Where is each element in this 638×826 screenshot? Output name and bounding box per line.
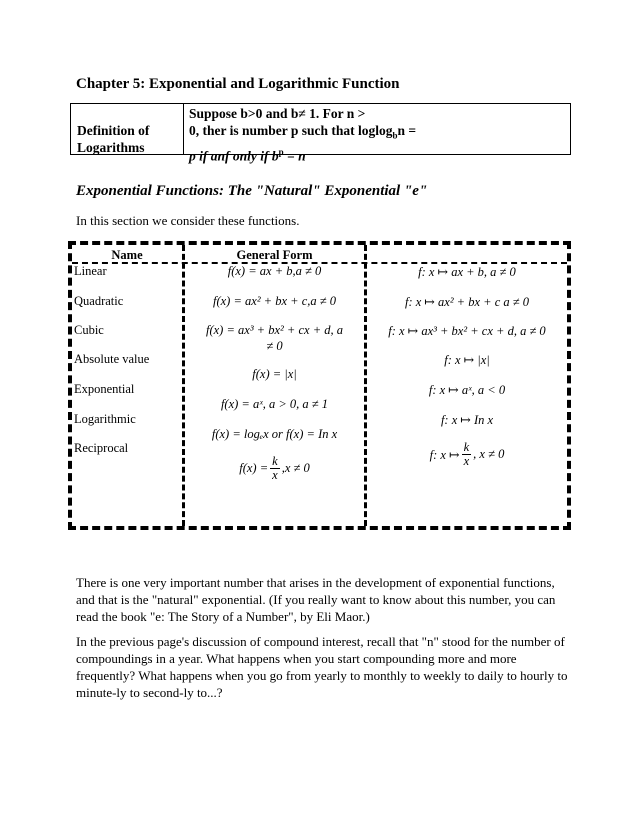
map-reciprocal xyxy=(367,441,567,468)
map-linear: f: x ↦ ax + b, a ≠ 0 xyxy=(418,265,516,279)
paragraph-compound-interest: In the previous page's discussion of compound interest, recall that "n" stood for the number of compoundings in a year. What happens when you start compounding more and more frequently? What happens when you go from yearly to monthly to weekly to daily to hourly to minute-ly to second-ly to...? xyxy=(76,634,568,700)
map-absolute: f: x ↦ |x| xyxy=(444,353,490,367)
row-name-cubic: Cubic xyxy=(74,323,104,337)
form-quadratic: f(x) = ax² + bx + c,a ≠ 0 xyxy=(212,294,337,308)
map-reciprocal-den: x xyxy=(463,454,470,468)
row-name-quadratic: Quadratic xyxy=(74,294,124,308)
map-reciprocal-left: f: x ↦ xyxy=(429,447,460,462)
definition-table xyxy=(70,103,571,164)
map-quadratic: f: x ↦ ax² + bx + c a ≠ 0 xyxy=(404,295,530,309)
definition-line1: Suppose b>0 and b≠ 1. For n > xyxy=(189,106,366,121)
form-exponential: f(x) = aˣ, a > 0, a ≠ 1 xyxy=(220,397,329,411)
row-name-exponential: Exponential xyxy=(74,382,135,396)
definition-line3-end: = n xyxy=(283,148,306,164)
definition-line2-end: n = xyxy=(397,122,417,138)
form-reciprocal-fraction xyxy=(270,455,280,482)
header-name: Name xyxy=(111,248,143,262)
form-reciprocal-den: x xyxy=(272,468,278,482)
form-cubic-line2: ≠ 0 xyxy=(266,339,283,353)
definition-line3-sup: p xyxy=(278,146,284,157)
form-reciprocal-right: ,x ≠ 0 xyxy=(281,461,310,475)
row-name-absolute: Absolute value xyxy=(74,352,150,366)
form-reciprocal-num: k xyxy=(272,454,278,468)
map-reciprocal-num: k xyxy=(463,440,470,454)
definition-divider xyxy=(183,104,184,154)
definition-line2-sub: b xyxy=(392,130,398,141)
column-divider-1 xyxy=(182,245,185,526)
chapter-title: Chapter 5: Exponential and Logarithmic Function xyxy=(76,76,400,92)
map-logarithmic: f: x ↦ In x xyxy=(440,413,494,427)
paragraph-natural-exponential: There is one very important number that arises in the development of exponential functions, and that is the "natural" exponential. (If you really want to know about this number, you can read the book "e: The Story of a Number", by Eli Maor.) xyxy=(76,575,556,624)
header-general-form: General Form xyxy=(236,248,313,262)
form-absolute: f(x) = |x| xyxy=(252,367,297,381)
definition-label-line2: Logarithms xyxy=(77,140,145,155)
form-reciprocal-left: f(x) = xyxy=(239,461,269,475)
functions-table xyxy=(68,241,571,530)
definition-line3-main: p if anf only if b xyxy=(189,148,279,164)
intro-text: In this section we consider these functions. xyxy=(76,213,300,228)
map-reciprocal-fraction xyxy=(462,441,472,468)
form-cubic-line1: f(x) = ax³ + bx² + cx + d, a xyxy=(205,323,344,337)
definition-line2-main: 0, ther is number p such that loglog xyxy=(189,122,393,138)
row-name-reciprocal: Reciprocal xyxy=(74,441,129,455)
definition-line2 xyxy=(189,123,569,144)
map-cubic: f: x ↦ ax³ + bx² + cx + d, a ≠ 0 xyxy=(388,324,546,338)
definition-label-line1: Definition of xyxy=(77,123,150,138)
definition-text xyxy=(189,106,569,165)
row-name-linear: Linear xyxy=(74,264,107,278)
form-reciprocal xyxy=(185,455,364,482)
definition-line3 xyxy=(189,144,569,165)
form-logarithmic: f(x) = logₑx or f(x) = In x xyxy=(211,427,338,441)
section-heading: Exponential Functions: The "Natural" Exponential "e" xyxy=(76,183,428,199)
form-linear: f(x) = ax + b,a ≠ 0 xyxy=(227,264,322,278)
map-exponential: f: x ↦ aˣ, a < 0 xyxy=(428,383,506,397)
map-reciprocal-right: , x ≠ 0 xyxy=(473,447,505,461)
definition-label xyxy=(77,122,149,156)
row-name-logarithmic: Logarithmic xyxy=(74,412,136,426)
